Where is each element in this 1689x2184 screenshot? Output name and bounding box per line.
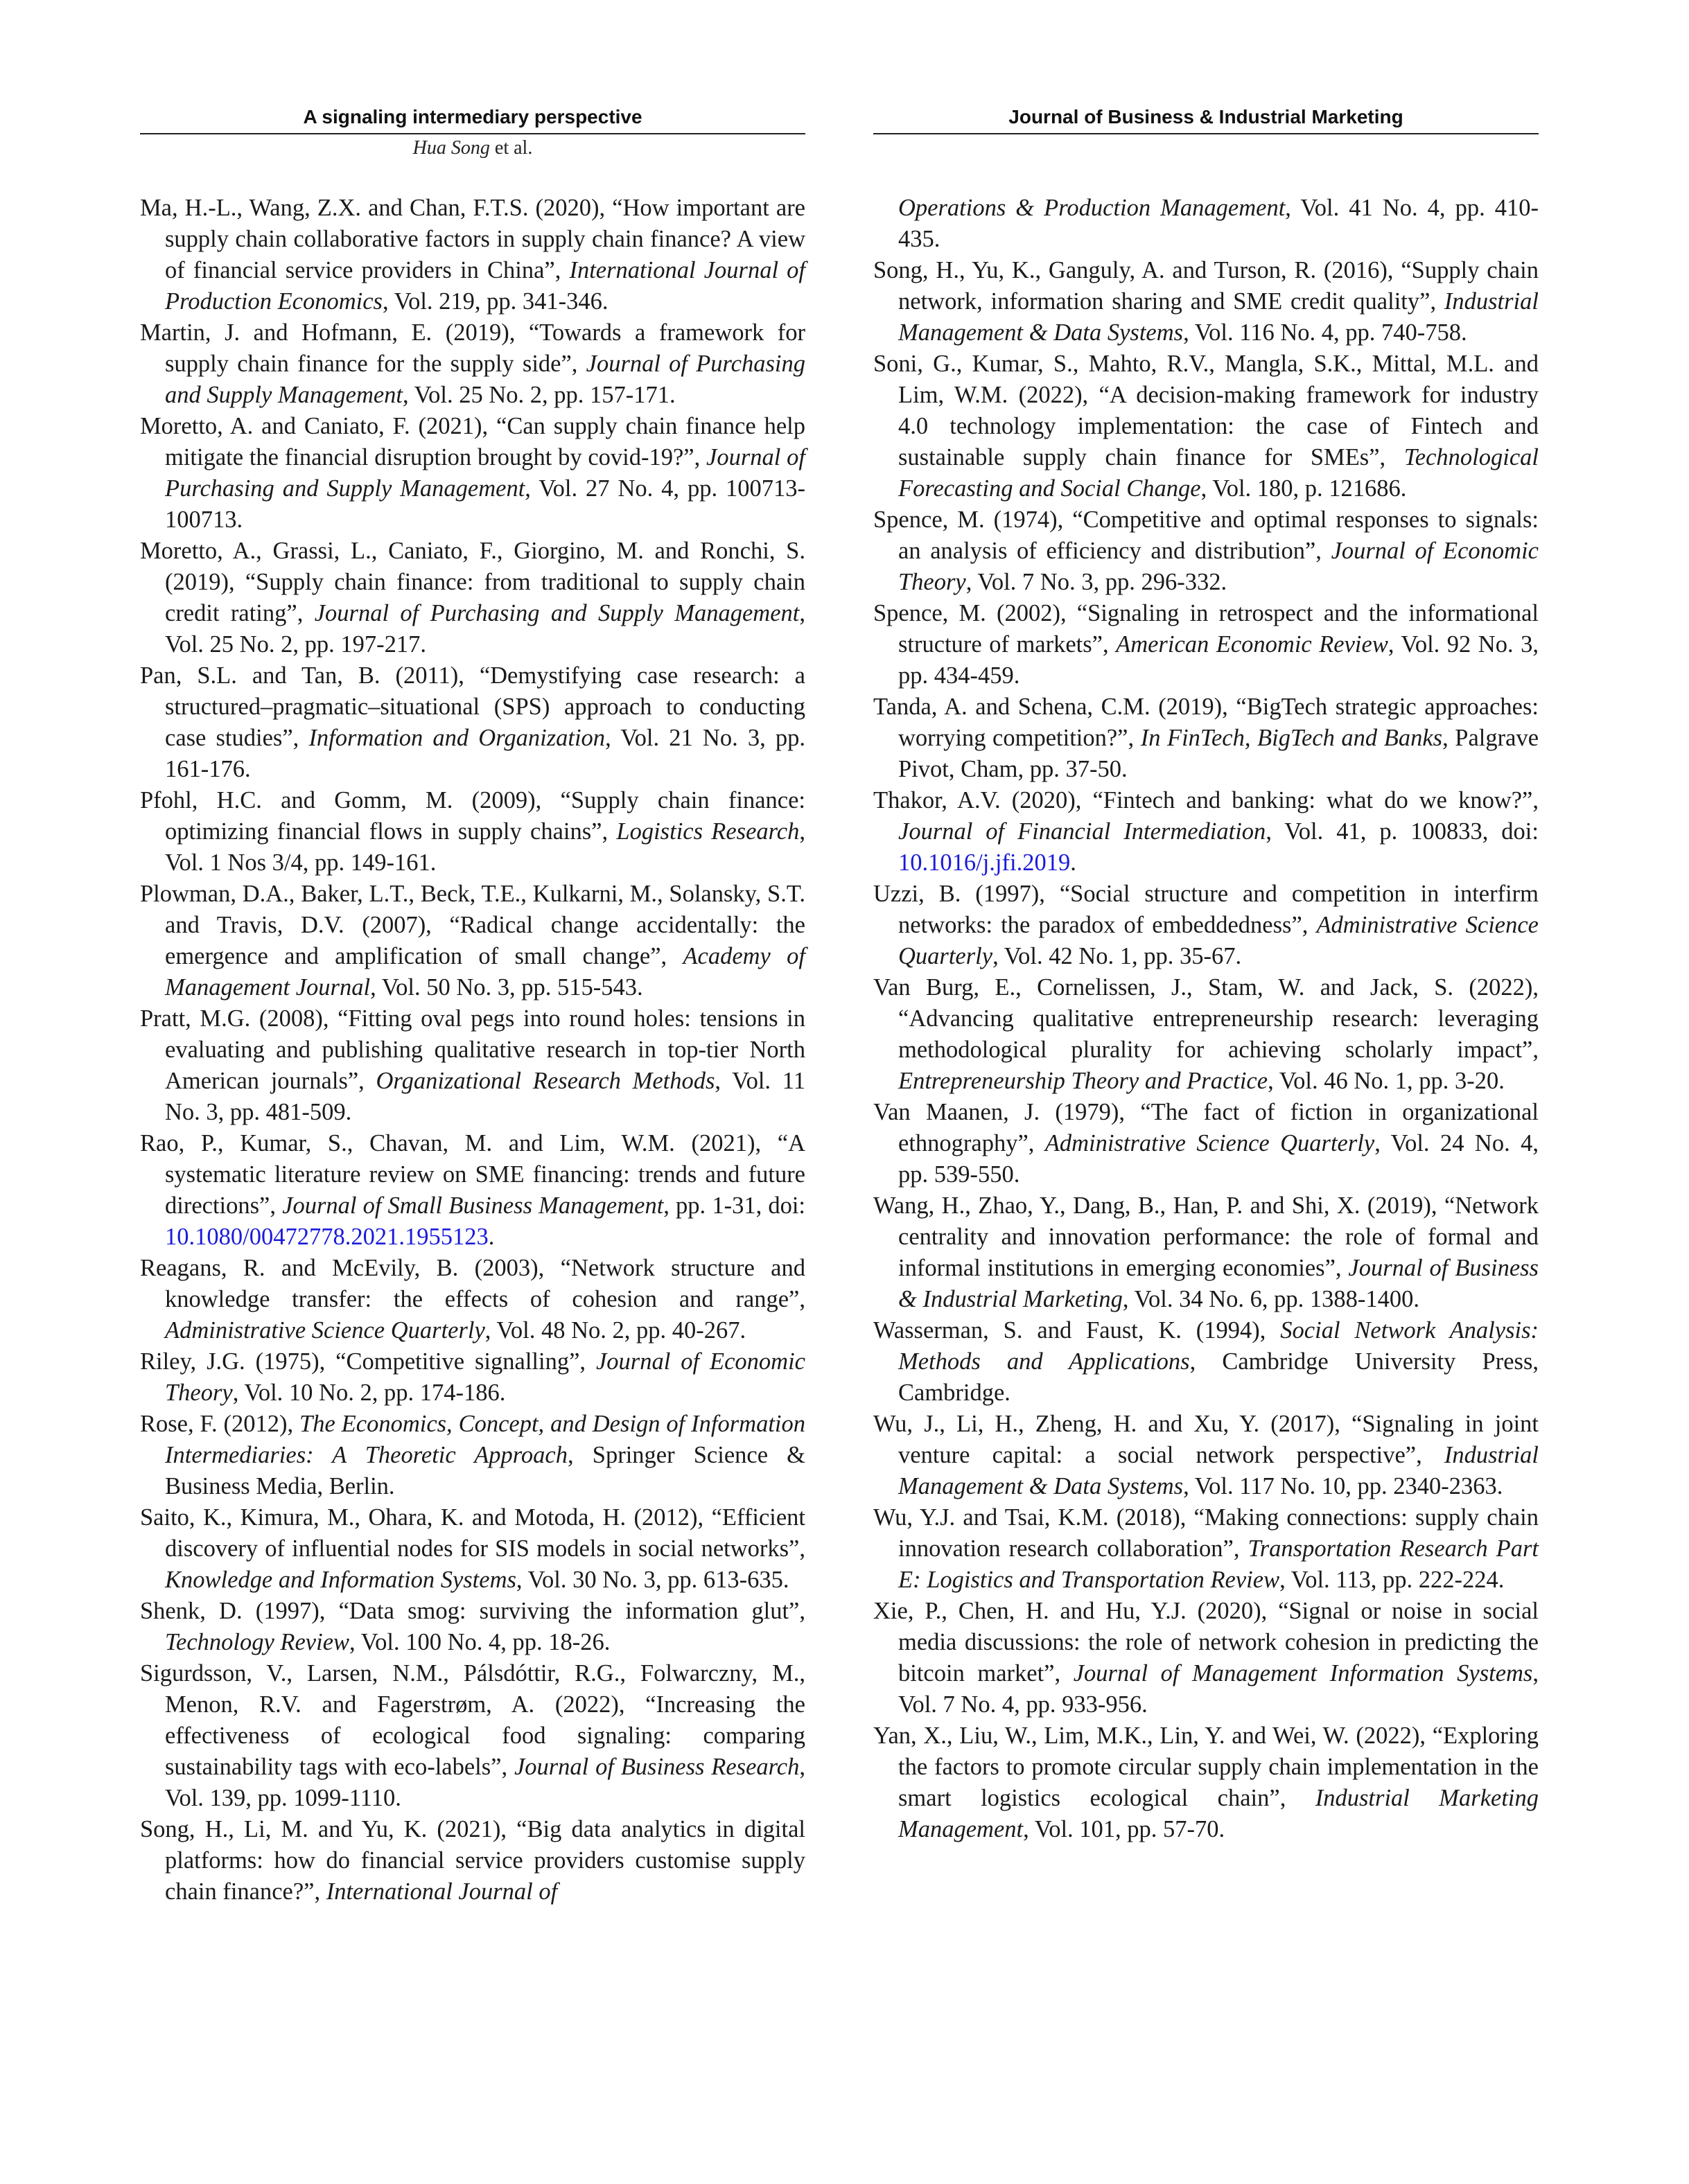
reference-text: Spence, M. (1974), “Competitive and optimal responses to signals: an analysis of efficiency and distribution”, [873, 507, 1539, 564]
reference-text: , Springer Science & Business Media, Berlin. [165, 1442, 805, 1499]
reference-source-italic: Journal of Small Business Management [282, 1192, 664, 1219]
reference-text: , Vol. 100 No. 4, pp. 18-26. [349, 1629, 611, 1655]
references-left-column [140, 193, 805, 1908]
reference-text: Song, H., Yu, K., Ganguly, A. and Turson, R. (2016), “Supply chain network, information sharing and SME credit quality”, [873, 257, 1539, 315]
reference-text: , Vol. 219, pp. 341-346. [382, 288, 609, 315]
reference-entry [873, 1720, 1539, 1845]
reference-source-italic: Administrative Science Quarterly [165, 1317, 485, 1344]
reference-text: Rao, P., Kumar, S., Chavan, M. and Lim, W.M. (2021), “A systematic literature review on SME financing: trends and future directions”, [140, 1130, 805, 1219]
reference-source-italic: Industrial Management & Data Systems [898, 1442, 1539, 1499]
reference-source-italic: Information and Organization [308, 725, 606, 751]
reference-text: Riley, J.G. (1975), “Competitive signalling”, [140, 1348, 596, 1375]
reference-text: . [1070, 849, 1076, 876]
reference-text: Van Burg, E., Cornelissen, J., Stam, W. and Jack, S. (2022), “Advancing qualitative entrepreneurship research: leveraging methodological plurality for achieving scholarly impact”, [873, 974, 1539, 1063]
reference-entry [140, 317, 805, 411]
reference-entry [140, 411, 805, 536]
reference-source-italic: Journal of Economic Theory [165, 1348, 805, 1406]
reference-text: , Vol. 101, pp. 57-70. [1023, 1816, 1225, 1842]
reference-text: Rose, F. (2012), [140, 1411, 300, 1437]
reference-text: Plowman, D.A., Baker, L.T., Beck, T.E., Kulkarni, M., Solansky, S.T. and Travis, D.V. (2007), “Radical change accidentally: the emergence and amplification of small change”, [140, 881, 805, 969]
reference-source-italic: Administrative Science Quarterly [1044, 1130, 1375, 1156]
reference-entry [140, 1658, 805, 1814]
running-header-journal: Journal of Business & Industrial Marketing [873, 101, 1539, 134]
reference-source-italic: American Economic Review [1116, 631, 1388, 658]
reference-text: , Vol. 41, p. 100833, doi: [1266, 818, 1539, 845]
reference-entry [140, 879, 805, 1003]
reference-source-italic: Industrial Marketing Management [898, 1785, 1539, 1842]
reference-text: Uzzi, B. (1997), “Social structure and competition in interfirm networks: the paradox of embeddedness”, [873, 881, 1539, 938]
reference-text: , Vol. 27 No. 4, pp. 100713-100713. [165, 475, 805, 533]
reference-source-italic: Journal of Purchasing and Supply Management [165, 444, 805, 502]
reference-entry [873, 193, 1539, 255]
reference-source-italic: Journal of Purchasing and Supply Management [165, 351, 806, 408]
reference-source-italic: Journal of Business Research [514, 1754, 800, 1780]
reference-source-italic: Administrative Science Quarterly [898, 912, 1539, 969]
reference-text: Moretto, A. and Caniato, F. (2021), “Can supply chain finance help mitigate the financial disruption brought by covid-19?”, [140, 413, 805, 470]
reference-entry [873, 1409, 1539, 1502]
reference-entry [873, 598, 1539, 692]
reference-text: Wasserman, S. and Faust, K. (1994), [873, 1317, 1281, 1344]
reference-text: , Vol. 92 No. 3, pp. 434-459. [898, 631, 1539, 689]
reference-entry [873, 879, 1539, 972]
reference-source-italic: Transportation Research Part E: Logistics and Transportation Review [898, 1535, 1539, 1593]
reference-source-italic: Industrial Management & Data Systems [898, 288, 1539, 346]
reference-source-italic: Logistics Research [616, 818, 800, 845]
reference-entry [140, 1596, 805, 1658]
reference-text: , Vol. 24 No. 4, pp. 539-550. [898, 1130, 1539, 1188]
reference-entry [140, 193, 805, 317]
reference-source-italic: Entrepreneurship Theory and Practice [898, 1068, 1268, 1094]
reference-text: , Vol. 180, p. 121686. [1200, 475, 1407, 502]
reference-source-italic: Journal of Management Information Systems [1073, 1660, 1533, 1687]
reference-entry [873, 1190, 1539, 1315]
running-header-authors [140, 137, 805, 159]
reference-entry [140, 1814, 805, 1908]
reference-text: Thakor, A.V. (2020), “Fintech and banking: what do we know?”, [873, 787, 1539, 813]
reference-entry [873, 1502, 1539, 1596]
reference-entry [873, 504, 1539, 598]
reference-text: , Vol. 117 No. 10, pp. 2340-2363. [1183, 1473, 1503, 1499]
reference-source-italic: Journal of Economic Theory [898, 538, 1539, 595]
doi-link[interactable]: 10.1016/j.jfi.2019 [898, 849, 1071, 876]
reference-source-italic: Technology Review [165, 1629, 350, 1655]
reference-text: Shenk, D. (1997), “Data smog: surviving the information glut”, [140, 1598, 805, 1624]
reference-text: Moretto, A., Grassi, L., Caniato, F., Giorgino, M. and Ronchi, S. (2019), “Supply chain finance: from traditional to supply chain credit rating”, [140, 538, 805, 626]
reference-source-italic: Academy of Management Journal [165, 943, 806, 1001]
reference-text: , pp. 1-31, doi: [663, 1192, 805, 1219]
reference-entry [140, 1253, 805, 1346]
reference-text: , Vol. 1 Nos 3/4, pp. 149-161. [165, 818, 805, 876]
reference-source-italic: Journal of Financial Intermediation [898, 818, 1266, 845]
reference-entry [873, 349, 1539, 504]
reference-source-italic: Journal of Business & Industrial Marketing [898, 1255, 1539, 1312]
reference-text: . [488, 1224, 495, 1250]
reference-text: Xie, P., Chen, H. and Hu, Y.J. (2020), “Signal or noise in social media discussions: the role of network cohesion in predicting the bitcoin market”, [873, 1598, 1539, 1687]
reference-text: , Vol. 25 No. 2, pp. 157-171. [403, 382, 676, 408]
reference-text: Pratt, M.G. (2008), “Fitting oval pegs into round holes: tensions in evaluating and publishing qualitative research in top-tier North American journals”, [140, 1005, 805, 1094]
reference-text: Van Maanen, J. (1979), “The fact of fiction in organizational ethnography”, [873, 1099, 1539, 1156]
reference-entry [140, 1409, 805, 1502]
reference-source-italic: Social Network Analysis: Methods and Applications [898, 1317, 1539, 1375]
reference-source-italic: Organizational Research Methods [376, 1068, 715, 1094]
reference-text: Wu, Y.J. and Tsai, K.M. (2018), “Making connections: supply chain innovation research collaboration”, [873, 1504, 1539, 1562]
reference-text: , Vol. 139, pp. 1099-1110. [165, 1754, 805, 1811]
reference-text: , Vol. 7 No. 3, pp. 296-332. [965, 569, 1227, 595]
reference-text: , Vol. 42 No. 1, pp. 35-67. [992, 943, 1242, 969]
reference-text: , Vol. 46 No. 1, pp. 3-20. [1268, 1068, 1505, 1094]
reference-text: , Vol. 10 No. 2, pp. 174-186. [232, 1380, 506, 1406]
reference-text: , Vol. 11 No. 3, pp. 481-509. [165, 1068, 805, 1125]
running-header-title: A signaling intermediary perspective [140, 101, 805, 134]
doi-link[interactable]: 10.1080/00472778.2021.1955123 [165, 1224, 489, 1250]
reference-text: Pan, S.L. and Tan, B. (2011), “Demystifying case research: a structured–pragmatic–situational (SPS) approach to conducting case studies”, [140, 662, 805, 751]
reference-text: Sigurdsson, V., Larsen, N.M., Pálsdóttir, R.G., Folwarczny, M., Menon, R.V. and Fagerstrøm, A. (2022), “Increasing the effectiveness of ecological food signaling: comparing sustainability tags with eco-labels”, [140, 1660, 805, 1780]
reference-text: Saito, K., Kimura, M., Ohara, K. and Motoda, H. (2012), “Efficient discovery of influential nodes for SIS models in social networks”, [140, 1504, 805, 1562]
reference-entry [873, 692, 1539, 785]
reference-entry [873, 1596, 1539, 1720]
reference-text: Song, H., Li, M. and Yu, K. (2021), “Big data analytics in digital platforms: how do financial service providers customise supply chain finance?”, [140, 1816, 805, 1905]
reference-source-italic: Journal of Purchasing and Supply Management [314, 600, 800, 626]
reference-text: Ma, H.-L., Wang, Z.X. and Chan, F.T.S. (2020), “How important are supply chain collaborative factors in supply chain finance? A view of financial service providers in China”, [140, 195, 805, 283]
reference-text: Wang, H., Zhao, Y., Dang, B., Han, P. and Shi, X. (2019), “Network centrality and innovation performance: the role of formal and informal institutions in emerging economies”, [873, 1192, 1539, 1281]
reference-source-italic: International Journal of [326, 1878, 558, 1905]
reference-entry [873, 1315, 1539, 1409]
reference-text: , Vol. 34 No. 6, pp. 1388-1400. [1122, 1286, 1419, 1312]
reference-source-italic: Knowledge and Information Systems [165, 1567, 516, 1593]
reference-entry [140, 660, 805, 785]
reference-text: , Cambridge University Press, Cambridge. [898, 1348, 1539, 1406]
reference-text: Spence, M. (2002), “Signaling in retrospect and the informational structure of markets”, [873, 600, 1539, 658]
reference-text: , Vol. 30 No. 3, pp. 613-635. [516, 1567, 789, 1593]
reference-text: Soni, G., Kumar, S., Mahto, R.V., Mangla, S.K., Mittal, M.L. and Lim, W.M. (2022), “A decision-making framework for industry 4.0 technology implementation: the case of Fintech and sustainable supply chain finance for SMEs”, [873, 351, 1539, 470]
references-right-column [873, 193, 1539, 1845]
reference-entry [873, 785, 1539, 879]
reference-entry [140, 1128, 805, 1253]
reference-source-italic: International Journal of Production Economics [165, 257, 806, 315]
reference-text: , Vol. 113, pp. 222-224. [1279, 1567, 1505, 1593]
reference-text: , Vol. 50 No. 3, pp. 515-543. [370, 974, 643, 1001]
reference-entry [873, 255, 1539, 349]
reference-text: Wu, J., Li, H., Zheng, H. and Xu, Y. (2017), “Signaling in joint venture capital: a social network perspective”, [873, 1411, 1539, 1468]
reference-source-italic: The Economics, Concept, and Design of Information Intermediaries: A Theoretic Approach [165, 1411, 805, 1468]
reference-source-italic: Technological Forecasting and Social Change [898, 444, 1539, 502]
reference-entry [140, 785, 805, 879]
reference-entry [140, 1003, 805, 1128]
reference-text: Reagans, R. and McEvily, B. (2003), “Network structure and knowledge transfer: the effects of cohesion and range”, [140, 1255, 805, 1312]
reference-text: , Vol. 48 No. 2, pp. 40-267. [484, 1317, 746, 1344]
reference-text: Yan, X., Liu, W., Lim, M.K., Lin, Y. and Wei, W. (2022), “Exploring the factors to promote circular supply chain implementation in the smart logistics ecological chain”, [873, 1723, 1539, 1811]
reference-text: Pfohl, H.C. and Gomm, M. (2009), “Supply chain finance: optimizing financial flows in supply chains”, [140, 787, 805, 845]
reference-text: Tanda, A. and Schena, C.M. (2019), “BigTech strategic approaches: worrying competition?”, [873, 694, 1539, 751]
reference-source-italic: Operations & Production Management [898, 195, 1286, 221]
reference-source-italic: In FinTech, BigTech and Banks [1140, 725, 1443, 751]
reference-text: , Vol. 116 No. 4, pp. 740-758. [1183, 319, 1467, 346]
reference-text: , Vol. 25 No. 2, pp. 197-217. [165, 600, 805, 658]
reference-text: , Vol. 41 No. 4, pp. 410-435. [898, 195, 1539, 252]
reference-text: , Vol. 7 No. 4, pp. 933-956. [898, 1660, 1539, 1718]
reference-entry [140, 1346, 805, 1409]
reference-entry [873, 972, 1539, 1097]
reference-text: Martin, J. and Hofmann, E. (2019), “Towards a framework for supply chain finance for the supply side”, [140, 319, 805, 377]
reference-text: , Palgrave Pivot, Cham, pp. 37-50. [898, 725, 1539, 782]
authors-italic: Hua Song [412, 137, 490, 159]
reference-text: , Vol. 21 No. 3, pp. 161-176. [165, 725, 806, 782]
reference-entry [140, 536, 805, 660]
reference-entry [140, 1502, 805, 1596]
reference-entry [873, 1097, 1539, 1190]
authors-rest: et al. [489, 137, 533, 159]
